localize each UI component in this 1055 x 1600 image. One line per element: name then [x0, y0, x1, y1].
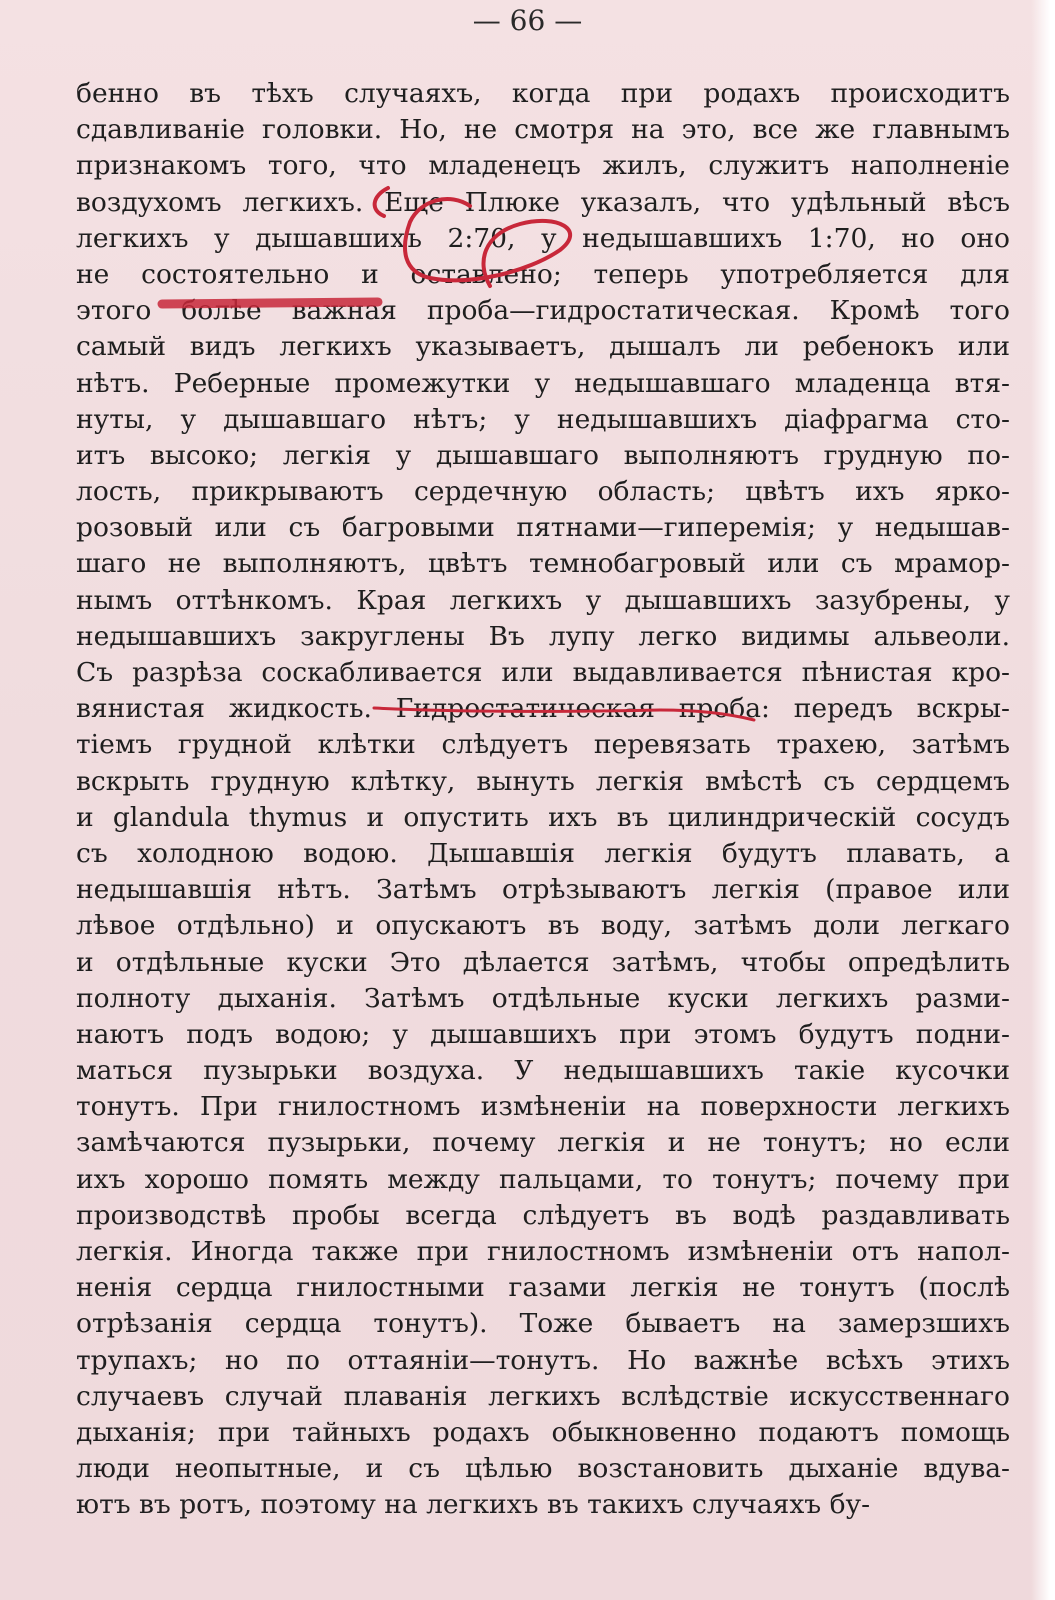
text-line: маться пузырьки воздуха. У недышавшихъ такiе кусочки: [76, 1055, 1010, 1087]
text-line: ненiя сердца гнилостными газами легкiя не тонутъ (послѣ: [76, 1272, 1010, 1304]
text-line: замѣчаются пузырьки, почему легкiя и не тонутъ; но если: [76, 1127, 1010, 1159]
text-line: легкихъ у дышавшихъ 2:70, у недышавшихъ 1:70, но оно: [76, 222, 1010, 254]
text-line: дыханiя; при тайныхъ родахъ обыкновенно подаютъ помощь: [76, 1416, 1010, 1448]
text-line: легкiя. Иногда также при гнилостномъ измѣненiи отъ напол-: [76, 1236, 1010, 1267]
text-line: полноту дыханiя. Затѣмъ отдѣльные куски легкихъ разми-: [76, 982, 1010, 1014]
text-line: тонутъ. При гнилостномъ измѣненiи на поверхности легкихъ: [76, 1091, 1010, 1123]
text-line: воздухомъ легкихъ. Еще Плюке указалъ, что удѣльный вѣсъ: [76, 186, 1010, 218]
text-line: недышавшiя нѣтъ. Затѣмъ отрѣзываютъ легкiя (правое или: [76, 874, 1010, 906]
text-line: и glandula thymus и опустить ихъ въ цилиндрическiй сосудъ: [76, 801, 1010, 833]
text-line: сдавливанiе головки. Но, не смотря на это, все же главнымъ: [76, 114, 1010, 146]
text-line: съ холодною водою. Дышавшiя легкiя будутъ плавать, а: [76, 837, 1010, 869]
text-line: нымъ оттѣнкомъ. Края легкихъ у дышавшихъ зазубрены, у: [76, 584, 1010, 616]
text-line: самый видъ легкихъ указываетъ, дышалъ ли ребенокъ или: [76, 331, 1010, 363]
text-line: тiемъ грудной клѣтки слѣдуетъ перевязать трахею, затѣмъ: [76, 729, 1010, 761]
text-line: шаго не выполняютъ, цвѣтъ темнобагровый или съ мрамор-: [76, 548, 1010, 580]
text-line: люди неопытные, и съ цѣлью возстановить дыханiе вдува-: [76, 1453, 1010, 1485]
text-line: недышавшихъ закруглены Въ лупу легко видимы альвеоли.: [76, 620, 1010, 652]
text-line: отрѣзанiя сердца тонутъ). Тоже бываетъ на замерзшихъ: [76, 1308, 1010, 1340]
text-line: лость, прикрываютъ сердечную область; цвѣтъ ихъ ярко-: [76, 476, 1010, 508]
body-text: [76, 76, 1010, 1524]
text-line: вскрыть грудную клѣтку, вынуть легкiя вмѣстѣ съ сердцемъ: [76, 765, 1010, 797]
text-line: случаевъ случай плаванiя легкихъ вслѣдствiе искусственнаго: [76, 1380, 1010, 1412]
text-line: признакомъ того, что младенецъ жилъ, служитъ наполненiе: [76, 150, 1010, 182]
text-line: не состоятельно и оставлено; теперь употребляется для: [76, 258, 1010, 290]
text-line: лѣвое отдѣльно) и опускаютъ въ воду, затѣмъ доли легкаго: [76, 910, 1010, 942]
text-line: производствѣ пробы всегда слѣдуетъ въ водѣ раздавливать: [76, 1199, 1010, 1231]
page-edge: [1031, 0, 1055, 1600]
text-line: нѣтъ. Реберные промежутки у недышавшаго младенца втя-: [76, 367, 1010, 399]
text-line: розовый или съ багровыми пятнами—гиперемiя; у недышав-: [76, 512, 1010, 544]
text-line: итъ высоко; легкiя у дышавшаго выполняютъ грудную по-: [76, 439, 1010, 471]
text-line: этого болѣе важная проба—гидростатическая. Кромѣ того: [76, 295, 1010, 327]
text-line: вянистая жидкость. Гидростатическая проба: передъ вскры-: [76, 693, 1010, 725]
text-line: ихъ хорошо помять между пальцами, то тонутъ; почему при: [76, 1163, 1010, 1195]
text-line: и отдѣльные куски Это дѣлается затѣмъ, чтобы опредѣлить: [76, 946, 1010, 978]
text-line: наютъ подъ водою; у дышавшихъ при этомъ будутъ подни-: [76, 1018, 1010, 1050]
text-line: Съ разрѣза соскабливается или выдавливается пѣнистая кро-: [76, 657, 1010, 688]
text-line: трупахъ; но по оттаянiи—тонутъ. Но важнѣе всѣхъ этихъ: [76, 1344, 1010, 1376]
text-line: ютъ въ ротъ, поэтому на легкихъ въ такихъ случаяхъ бу-: [76, 1489, 871, 1521]
page-number: — 66 —: [472, 4, 583, 37]
text-line: бенно въ тѣхъ случаяхъ, когда при родахъ происходитъ: [76, 78, 1010, 109]
text-line: нуты, у дышавшаго нѣтъ; у недышавшихъ дiафрагма сто-: [76, 403, 1010, 435]
